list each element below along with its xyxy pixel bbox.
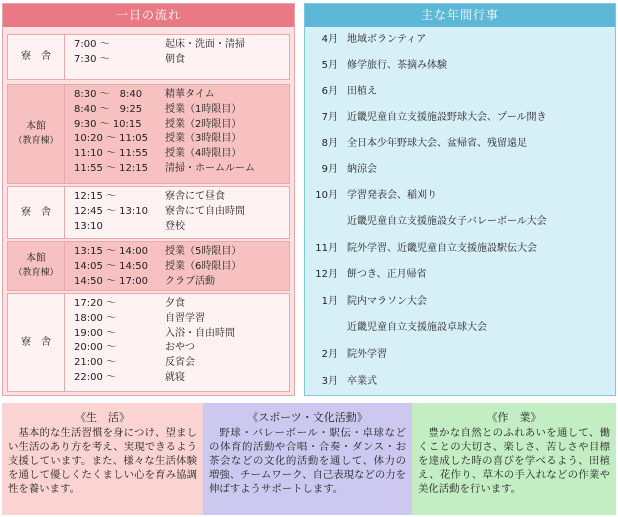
schedule-block-dorm-morning xyxy=(7,34,290,80)
schedule-row: 14:05 ～ 14:50 授業（6時限目） xyxy=(74,260,242,272)
event-row: 5月 修学旅行、茶摘み体験 xyxy=(321,60,447,71)
schedule-row: 7:30 ～ 朝食 xyxy=(74,53,185,65)
schedule-row: 20:00 ～ おやつ xyxy=(74,342,195,354)
event-row: 6月 田植え xyxy=(321,86,377,97)
schedule-block-place: 寮 舎 xyxy=(8,35,65,79)
event-row: 2月 院外学習 xyxy=(321,349,387,360)
event-row: 8月 全日本少年野球大会、盆帰省、残留遠足 xyxy=(321,138,527,149)
daily-schedule-title: 一日の流れ xyxy=(3,4,294,27)
sports-culture-title: 《スポーツ・文化活動》 xyxy=(247,411,368,424)
work-box xyxy=(412,403,616,515)
schedule-row: 22:00 ～ 就寝 xyxy=(74,371,185,383)
schedule-row: 9:30 ～ 10:15 授業（2時限目） xyxy=(74,118,242,130)
event-row: 9月 納涼会 xyxy=(321,164,377,175)
schedule-row: 14:50 ～ 17:00 クラブ活動 xyxy=(74,275,215,287)
event-row: 11月 院外学習、近畿児童自立支援施設駅伝大会 xyxy=(315,243,537,254)
event-row: 12月 餅つき、正月帰省 xyxy=(315,269,427,280)
schedule-row: 18:00 ～ 自習学習 xyxy=(74,312,205,324)
schedule-block-main-afternoon xyxy=(7,241,290,291)
event-row: 3月 卒業式 xyxy=(321,376,377,387)
sports-culture-text: 野球・バレーボール・駅伝・卓球などの体育的活動や合唱・合奏・ダンス・お茶会などの文化的活動を通して、体力の増強、チームワーク、自己表現などの力を伸ばすようサポートします。 xyxy=(209,427,407,495)
schedule-block-place: 本館 （教育棟） xyxy=(8,85,65,183)
schedule-row: 11:10 ～ 11:55 授業（4時限目） xyxy=(74,148,242,160)
life-title: 《生 活》 xyxy=(75,411,130,424)
life-box xyxy=(2,403,203,515)
event-row: 10月 学習発表会、稲刈り xyxy=(315,190,437,201)
schedule-block-place: 寮 舎 xyxy=(8,294,65,391)
schedule-row: 13:15 ～ 14:00 授業（5時限目） xyxy=(74,246,242,257)
schedule-block-main-morning xyxy=(7,84,290,184)
event-row: 7月 近畿児童自立支援施設野球大会、プール開き xyxy=(321,112,547,123)
event-row: 近畿児童自立支援施設女子バレーボール大会 xyxy=(347,216,547,227)
event-row: 1月 院内マラソン大会 xyxy=(321,296,427,307)
schedule-block-place: 寮 舎 xyxy=(8,187,65,238)
schedule-row: 8:40 ～ 9:25 授業（1時限目） xyxy=(74,103,242,115)
life-text: 基本的な生活習慣を身につけ、望ましい生活のあり方を考え、実現できるよう支援しています。また、様々な生活体験を通して優しくたくましい心を育み協調性を養います。 xyxy=(8,427,197,495)
schedule-row: 21:00 ～ 反省会 xyxy=(74,357,195,369)
schedule-row: 12:15 ～ 寮舎にて昼食 xyxy=(74,191,225,202)
schedule-row: 11:55 ～ 12:15 清掃・ホームルーム xyxy=(74,162,255,174)
schedule-block-place: 本館 （教育棟） xyxy=(8,242,65,290)
schedule-block-dorm-evening xyxy=(7,293,290,392)
schedule-row: 19:00 ～ 入浴・自由時間 xyxy=(74,327,235,339)
schedule-row: 12:45 ～ 13:10 寮舎にて自由時間 xyxy=(74,205,245,217)
schedule-row: 10:20 ～ 11:05 授業（3時限目） xyxy=(74,133,242,145)
event-row: 近畿児童自立支援施設卓球大会 xyxy=(347,322,487,333)
work-text: 豊かな自然とのふれあいを通して、働くことの大切さ、楽しさ、苦しさや目標を達成した時の喜びを学べるよう、田植え、花作り、草木の手入れなどの作業や美化活動を行います。 xyxy=(418,427,610,495)
annual-events-panel xyxy=(304,3,616,396)
annual-events-title: 主な年間行事 xyxy=(305,4,615,27)
work-title: 《作 業》 xyxy=(486,411,542,424)
schedule-row: 13:10 登校 xyxy=(74,220,185,232)
sports-culture-box xyxy=(203,403,412,515)
daily-schedule-panel xyxy=(2,3,295,396)
schedule-block-dorm-noon xyxy=(7,186,290,239)
schedule-row: 7:00 ～ 起床・洗面・清掃 xyxy=(74,39,245,50)
schedule-row: 8:30 ～ 8:40 精華タイム xyxy=(74,89,215,100)
event-row: 4月 地域ボランティア xyxy=(321,34,427,45)
schedule-row: 17:20 ～ 夕食 xyxy=(74,298,185,309)
